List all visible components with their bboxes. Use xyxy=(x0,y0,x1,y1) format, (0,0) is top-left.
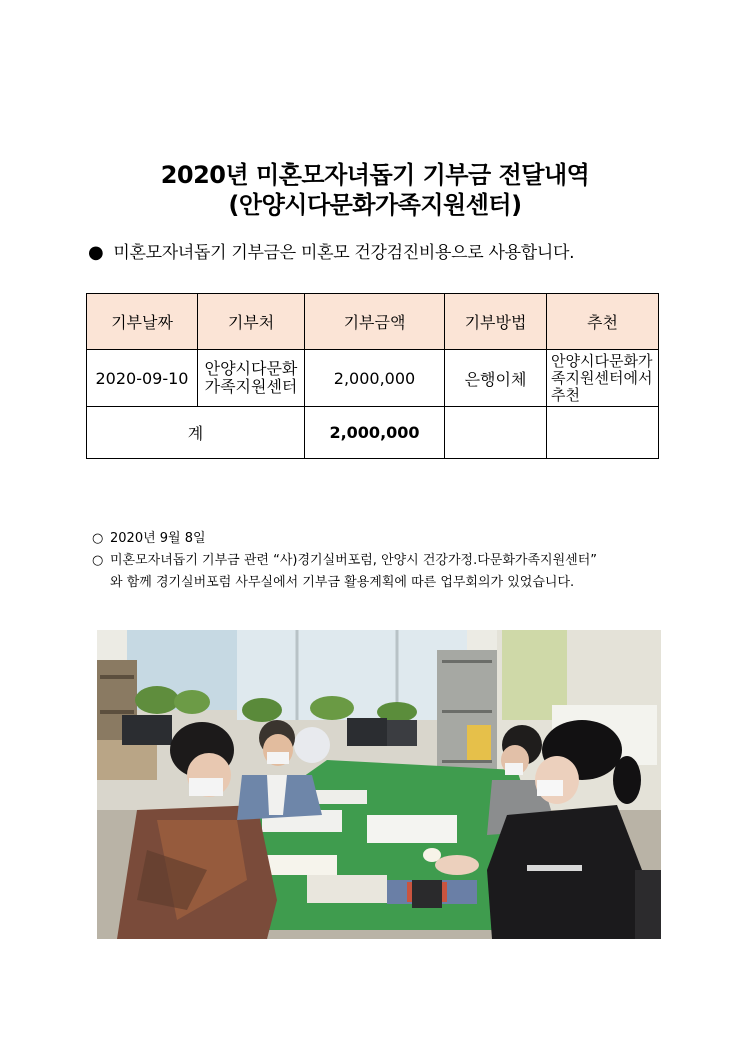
header-method: 기부방법 xyxy=(445,294,547,350)
total-label: 계 xyxy=(87,407,305,459)
header-date: 기부날짜 xyxy=(87,294,198,350)
donee-line2: 가족지원센터 xyxy=(204,377,298,396)
note-desc-line1: 미혼모자녀돕기 기부금 관련 “사)경기실버포럼, 안양시 건강가정.다문화가족지원센터” xyxy=(110,553,597,568)
recommendation-line3: 추천 xyxy=(551,385,580,404)
total-amount: 2,000,000 xyxy=(305,407,445,459)
header-recommendation: 추천 xyxy=(547,294,659,350)
note-description xyxy=(92,550,672,572)
note-date xyxy=(92,528,672,550)
usage-text: 미혼모자녀돕기 기부금은 미혼모 건강검진비용으로 사용합니다. xyxy=(113,243,575,263)
circle-bullet-icon: ○ xyxy=(92,531,104,546)
donation-table xyxy=(86,293,659,459)
donee-line1: 안양시다문화 xyxy=(204,359,298,378)
note-date-text: 2020년 9월 8일 xyxy=(110,531,206,546)
cell-amount: 2,000,000 xyxy=(305,350,445,407)
total-empty-method xyxy=(445,407,547,459)
bullet-icon: ● xyxy=(88,242,104,263)
total-empty-recommendation xyxy=(547,407,659,459)
note-desc-line2: 와 함께 경기실버포럼 사무실에서 기부금 활용계획에 따른 업무회의가 있었습니다. xyxy=(110,575,575,590)
circle-bullet-icon: ○ xyxy=(92,553,104,568)
table-total-row xyxy=(87,407,659,459)
meeting-photo xyxy=(97,630,661,939)
table-row xyxy=(87,350,659,407)
cell-date: 2020-09-10 xyxy=(87,350,198,407)
meeting-notes xyxy=(92,528,672,594)
page-subtitle: (안양시다문화가족지원센터) xyxy=(228,191,522,219)
header-donee: 기부처 xyxy=(198,294,305,350)
recommendation-line1: 안양시다문화가 xyxy=(551,351,653,370)
cell-method: 은행이체 xyxy=(445,350,547,407)
header-amount: 기부금액 xyxy=(305,294,445,350)
cell-donee xyxy=(198,350,305,407)
page-title: 2020년 미혼모자녀돕기 기부금 전달내역 xyxy=(160,161,590,189)
cell-recommendation xyxy=(547,350,659,407)
recommendation-line2: 족지원센터에서 xyxy=(551,368,653,387)
usage-statement xyxy=(88,238,574,263)
table-header-row xyxy=(87,294,659,350)
